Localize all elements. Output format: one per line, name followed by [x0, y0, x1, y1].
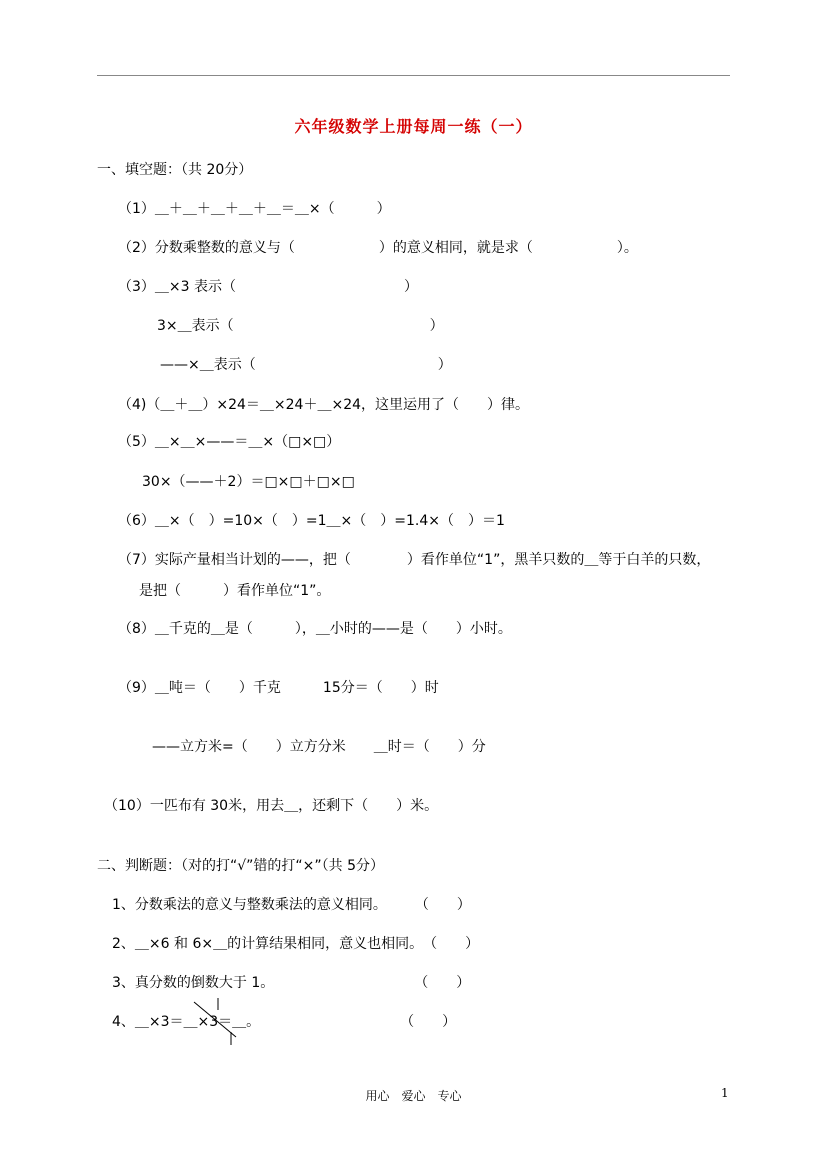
question-line: （8）＿千克的＿是（ ），＿小时的——是（ ）小时。: [118, 621, 512, 637]
question-line: （6）＿×（ ）=10×（ ）=1＿×（ ）=1.4×（ ）＝1: [118, 513, 505, 529]
section1-heading: 一、填空题：（共 20分）: [97, 162, 253, 178]
page-title: 六年级数学上册每周一练（一）: [294, 117, 533, 136]
question-line: （7）实际产量相当计划的——，把（ ）看作单位“1”，黑羊只数的＿等于白羊的只数，: [118, 552, 711, 568]
question-line: （3）＿×3 表示（ ）: [118, 279, 418, 295]
judgement-line: 2、＿×6 和 6×＿的计算结果相同，意义也相同。 （ ）: [112, 936, 480, 952]
question-line: （5）＿×＿×——＝＿×（□×□）: [118, 434, 341, 450]
question-line: ——立方米=（ ）立方分米 ＿时＝（ ）分: [152, 739, 486, 755]
question-line: （1）＿＋＿＋＿＋＿＋＿＝＿×（ ）: [118, 201, 391, 217]
question-line: （4)（＿＋＿）×24＝＿×24＋＿×24，这里运用了（ ）律。: [118, 397, 530, 413]
question-line: 是把（ ）看作单位“1”。: [139, 583, 331, 599]
slash-mark: [194, 1002, 236, 1037]
footer-motto: 用心 爱心 专心: [365, 1089, 462, 1103]
page-number: 1: [721, 1086, 729, 1100]
question-line: （10）一匹布有 30米，用去＿，还剩下（ ）米。: [104, 798, 439, 814]
judgement-line: 3、真分数的倒数大于 1。 （ ）: [112, 975, 471, 991]
question-line: ——×＿表示（ ）: [160, 357, 452, 373]
question-line: （2）分数乘整数的意义与（ ）的意义相同，就是求（ ）。: [118, 240, 638, 256]
judgement-line: 4、＿×3＝＿×3＝＿。 （ ）: [112, 1014, 457, 1030]
question-line: 30×（——＋2）＝□×□＋□×□: [142, 474, 355, 490]
question-line: （9）＿吨＝（ ）千克 15分＝（ ）时: [118, 680, 439, 696]
judgement-line: 1、分数乘法的意义与整数乘法的意义相同。 （ ）: [112, 897, 471, 913]
section2-heading: 二、判断题：（对的打“√”错的打“×”（共 5分）: [97, 858, 385, 874]
question-line: 3×＿表示（ ）: [157, 318, 444, 334]
